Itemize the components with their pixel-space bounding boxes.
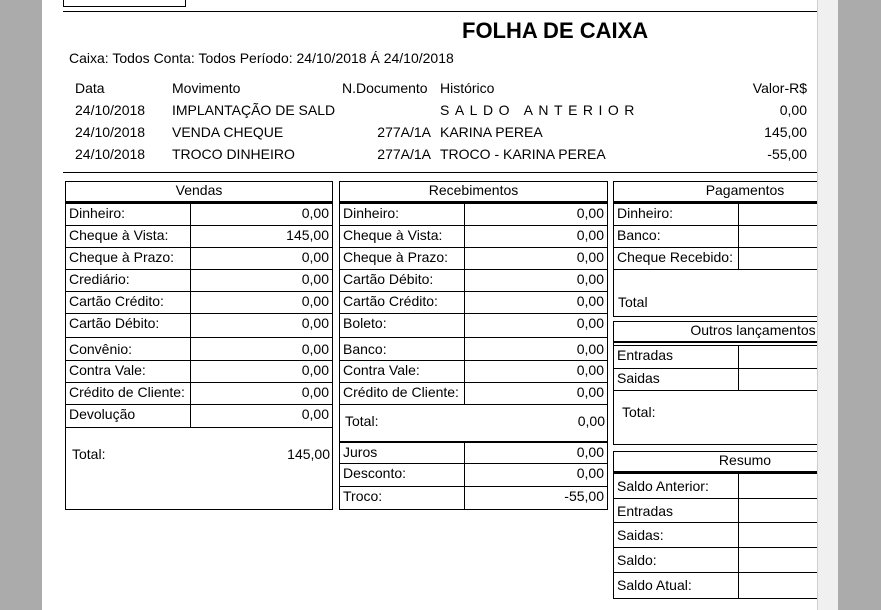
header-box-remnant <box>63 0 186 7</box>
resumo-label: Saidas: <box>613 522 739 548</box>
recebimentos-value: 0,00 <box>464 291 608 314</box>
recebimentos-label: Cheque à Vista: <box>339 225 465 248</box>
vendas-label: Cartão Crédito: <box>65 291 191 314</box>
recebimentos-value: 0,00 <box>464 313 608 338</box>
movements-divider <box>63 172 817 173</box>
outros-label: Saidas <box>613 368 739 391</box>
resumo-value <box>738 522 817 548</box>
recebimentos-extra-label: Juros <box>339 441 465 464</box>
vendas-title: Vendas <box>65 181 333 203</box>
recebimentos-value: 0,00 <box>464 203 608 226</box>
recebimentos-value: 0,00 <box>464 247 608 270</box>
col-header-documento: N.Documento <box>342 80 428 96</box>
col-header-historico: Histórico <box>440 80 495 96</box>
recebimentos-extra-label: Desconto: <box>339 463 465 487</box>
vendas-value: 0,00 <box>190 313 333 338</box>
movement-document: 277A/1A <box>377 146 431 162</box>
recebimentos-extra-label: Troco: <box>339 486 465 510</box>
pagamentos-title: Pagamentos <box>613 181 817 203</box>
report-page <box>42 0 817 610</box>
report-title: FOLHA DE CAIXA <box>462 18 649 43</box>
resumo-label: Entradas <box>613 498 739 523</box>
movement-date: 24/10/2018 <box>75 146 146 162</box>
vendas-label: Crediário: <box>65 269 191 292</box>
recebimentos-label: Boleto: <box>339 313 465 338</box>
outros-value <box>738 345 817 369</box>
vendas-value: 0,00 <box>190 247 333 270</box>
recebimentos-label: Crédito de Cliente: <box>339 382 465 405</box>
recebimentos-value: 0,00 <box>464 360 608 383</box>
vendas-label: Crédito de Cliente: <box>65 382 191 405</box>
resumo-value <box>738 473 817 499</box>
pagamentos-label: Dinheiro: <box>613 203 739 226</box>
vendas-value: 0,00 <box>190 203 333 226</box>
recebimentos-label: Banco: <box>339 337 465 361</box>
resumo-value <box>738 572 817 599</box>
recebimentos-value: 0,00 <box>464 382 608 405</box>
recebimentos-label: Contra Vale: <box>339 360 465 383</box>
recebimentos-extra-value: 0,00 <box>464 441 608 464</box>
report-filter: Caixa: Todos Conta: Todos Período: 24/10/2018 Á 24/10/2018 <box>69 50 454 66</box>
outros-title: Outros lançamentos <box>613 321 817 343</box>
resumo-label: Saldo Atual: <box>613 572 739 599</box>
vendas-label: Devolução <box>65 404 191 428</box>
resumo-label: Saldo Anterior: <box>613 473 739 499</box>
col-header-date: Data <box>75 80 105 96</box>
vendas-label: Convênio: <box>65 337 191 361</box>
recebimentos-extra-value: 0,00 <box>464 463 608 487</box>
recebimentos-value: 0,00 <box>464 337 608 361</box>
movement-value: 145,00 <box>764 124 807 140</box>
movement-history: KARINA PEREA <box>440 124 543 140</box>
top-rule <box>63 11 817 12</box>
viewer-right-margin <box>817 0 838 610</box>
movement-date: 24/10/2018 <box>75 102 146 118</box>
outros-label: Entradas <box>613 345 739 369</box>
vendas-value: 0,00 <box>190 269 333 292</box>
recebimentos-label: Cheque à Prazo: <box>339 247 465 270</box>
col-header-movimento: Movimento <box>172 80 241 96</box>
movement-type: IMPLANTAÇÃO DE SALD <box>172 102 336 118</box>
recebimentos-label: Dinheiro: <box>339 203 465 226</box>
recebimentos-label: Cartão Débito: <box>339 269 465 292</box>
vendas-value: 145,00 <box>190 225 333 248</box>
recebimentos-label: Cartão Crédito: <box>339 291 465 314</box>
vendas-label: Cheque à Vista: <box>65 225 191 248</box>
vendas-label: Dinheiro: <box>65 203 191 226</box>
pagamentos-total-label: Total <box>618 294 648 310</box>
movement-document: 277A/1A <box>377 124 431 140</box>
vendas-value: 0,00 <box>190 382 333 405</box>
pagamentos-value <box>738 247 817 270</box>
vendas-total-value: 145,00 <box>287 446 330 462</box>
recebimentos-title: Recebimentos <box>339 181 608 203</box>
resumo-value <box>738 498 817 523</box>
resumo-label: Saldo: <box>613 547 739 573</box>
movement-value: -55,00 <box>767 146 807 162</box>
vendas-value: 0,00 <box>190 337 333 361</box>
vendas-value: 0,00 <box>190 404 333 428</box>
pagamentos-label: Cheque Recebido: <box>613 247 739 270</box>
col-header-valor: Valor-R$ <box>752 80 807 96</box>
movement-history: SALDO ANTERIOR <box>440 102 640 118</box>
movement-type: VENDA CHEQUE <box>172 124 284 140</box>
recebimentos-total-label: Total: <box>345 413 379 429</box>
movement-date: 24/10/2018 <box>75 124 146 140</box>
pagamentos-label: Banco: <box>613 225 739 248</box>
recebimentos-total-value: 0,00 <box>577 413 605 429</box>
recebimentos-extra-value: -55,00 <box>464 486 608 510</box>
movement-type: TROCO DINHEIRO <box>172 146 295 162</box>
vendas-total-label: Total: <box>72 446 106 462</box>
vendas-value: 0,00 <box>190 291 333 314</box>
vendas-label: Cartão Débito: <box>65 313 191 338</box>
outros-total-label: Total: <box>622 404 656 420</box>
outros-value <box>738 368 817 391</box>
vendas-value: 0,00 <box>190 360 333 383</box>
recebimentos-value: 0,00 <box>464 225 608 248</box>
vendas-label: Contra Vale: <box>65 360 191 383</box>
movement-history: TROCO - KARINA PEREA <box>440 146 606 162</box>
vendas-label: Cheque à Prazo: <box>65 247 191 270</box>
pagamentos-value <box>738 225 817 248</box>
pagamentos-value <box>738 203 817 226</box>
recebimentos-value: 0,00 <box>464 269 608 292</box>
resumo-value <box>738 547 817 573</box>
movement-value: 0,00 <box>779 102 807 118</box>
resumo-title: Resumo <box>613 451 817 473</box>
